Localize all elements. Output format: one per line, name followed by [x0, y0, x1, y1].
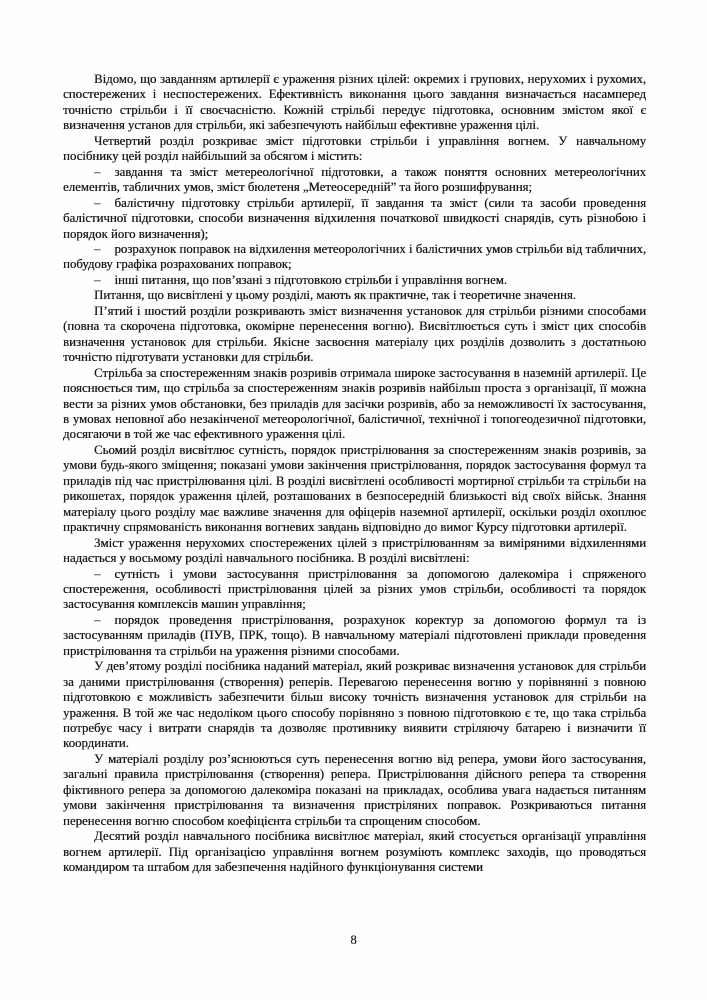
- paragraph: Питання, що висвітлені у цьому розділі, мають як практичне, так і теоретичне значення.: [94, 288, 576, 303]
- list-item: [63, 242, 646, 273]
- list-item: [63, 273, 646, 288]
- list-item-text: порядок проведення пристрілювання, розрахунок коректур за допомогою формул та із застосуванням приладів (ПУВ, ПРК, тощо). В навчальному матеріалі підготовлені приклади проведення пристрілювання та стрільби на ураження різними способами.: [63, 612, 646, 658]
- page-number: 8: [350, 933, 357, 947]
- list-dash: –: [94, 612, 101, 627]
- list-dash: –: [94, 241, 101, 256]
- paragraph: Зміст ураження нерухомих спостережених цілей з пристрілюванням за виміряними відхиленнями надається у восьмому розділі навчального посібника. В розділі висвітлені:: [63, 535, 646, 566]
- paragraph: У дев’ятому розділі посібника наданий матеріал, який розкриває визначення установок для стрільби за даними пристрілювання (створення) реперів. Перевагою перенесення вогню у порівнянні з повною підготовкою є можливість забезпечити більш високу точність визначення установок для стрільби на ураження. В той же час недоліком цього способу порівняно з повною підготовкою є те, що така стрільба потребує часу і витрати снарядів та дозволяє противнику виявити стріляючу батарею і визначити її координати.: [63, 659, 646, 751]
- list-dash: –: [94, 195, 101, 210]
- paragraph: Стрільба за спостереженням знаків розривів отримала широке застосування в наземній артилерії. Це пояснюється тим, що стрільба за спостереженням знаків розривів найбільш проста з організації, її можна вести за різних умов обстановки, без приладів для засічки розривів, або за неможливості їх застосування, в умовах неповної або незакінченої метеорологічної, балістичної, технічної і топогеодезичної підготовки, досягаючи в той же час ефективного ураження цілі.: [63, 365, 646, 442]
- list-item-text: завдання та зміст метереологічної підготовки, а також поняття основних метереологічних елементів, табличних умов, зміст бюлетеня „Метеосередній” та його розшифрування;: [63, 164, 646, 195]
- list-item-text: інші питання, що пов’язані з підготовкою стрільби і управління вогнем.: [114, 272, 507, 287]
- paragraph: П’ятий і шостий розділи розкривають зміст визначення установок для стрільби різними способами (повна та скорочена підготовка, окомірне перенесення вогню). Висвітлюється суть і зміст цих способів визначення установок для стрільби. Якісне засвоєння матеріалу цих розділів дозволить з достатньою точністю підготувати установки для стрільби.: [63, 303, 646, 365]
- paragraph: Відомо, що завданням артилерії є ураження різних цілей: окремих і групових, нерухомих і рухомих, спостережених і неспостережених. Ефективність виконання цього завдання визначається насамперед точністю стрільби і її своєчасністю. Кожній стрільбі передує підготовка, основним змістом якої є визначення установ для стрільби, які забезпечують найбільш ефективне ураження цілі.: [63, 72, 646, 133]
- list-dash: –: [94, 566, 101, 581]
- paragraph: Четвертий розділ розкриває зміст підготовки стрільби і управління вогнем. У навчальному посібнику цей розділ найбільший за обсягом і містить:: [63, 133, 646, 164]
- list-item: [63, 165, 646, 196]
- list-item-text: сутність і умови застосування пристрілювання за допомогою далекоміра і спряженого спостереження, особливості пристрілювання цілей за різних умов стрільби, особливості та порядок застосування комплексів машин управління;: [63, 566, 646, 612]
- list-item-text: балістичну підготовку стрільби артилерії, її завдання та зміст (сили та засоби проведення балістичної підготовки, способи визначення відхилення початкової швидкості снарядів, суть різнобою і порядок його визначення);: [63, 195, 646, 241]
- paragraph: Десятий розділ навчального посібника висвітлює матеріал, який стосується організації управління вогнем артилерії. Під організацією управління вогнем розуміють комплекс заходів, що проводяться командиром та штабом для забезпечення надійного функціонування системи: [63, 829, 646, 875]
- list-item: [63, 613, 646, 659]
- list-item: [63, 196, 646, 242]
- list-dash: –: [94, 164, 101, 179]
- page-text: [63, 72, 646, 876]
- paragraph: У матеріалі розділу роз’яснюються суть перенесення вогню від репера, умови його застосування, загальні правила пристрілювання (створення) репера. Пристрілювання дійсного репера та створення фіктивного репера за допомогою далекоміра показані на прикладах, особлива увага надається питанням умови закінчення пристрілювання та визначення пристріляних поправок. Розкриваються питання перенесення вогню способом коефіцієнта стрільби та спрощеним способом.: [63, 751, 646, 828]
- paragraph: Сьомий розділ висвітлює сутність, порядок пристрілювання за спостереженням знаків розривів, за умови будь-якого зміщення; показані умови закінчення пристрілювання, порядок застосування формул та приладів під час пристрілювання цілі. В розділі висвітлені особливості мортирної стрільби та стрільби на рикошетах, порядок ураження цілей, розташованих в безпосередній близькості від своїх військ. Знання матеріалу цього розділу має важливе значення для офіцерів наземної артилерії, оскільки розділ охоплює практичну спрямованість виконання вогневих завдань відповідно до вимог Курсу підготовки артилерії.: [63, 442, 646, 535]
- list-dash: –: [94, 272, 101, 287]
- list-item-text: розрахунок поправок на відхилення метеорологічних і балістичних умов стрільби від табличних, побудову графіка розрахованих поправок;: [63, 241, 646, 272]
- list-item: [63, 567, 646, 613]
